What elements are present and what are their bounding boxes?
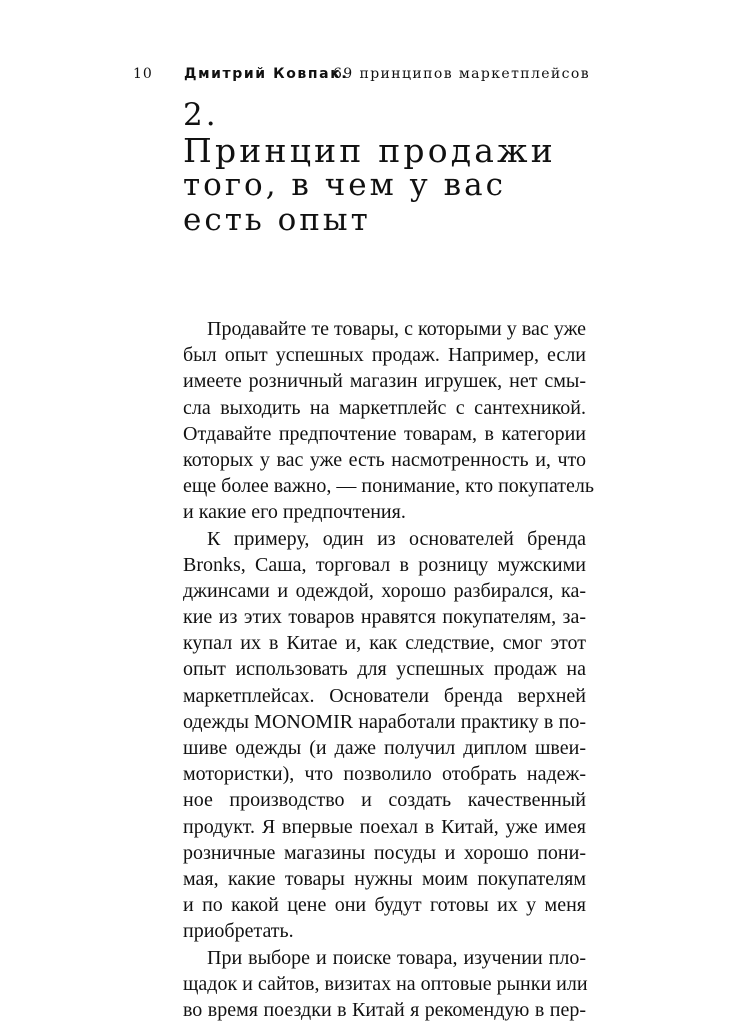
text-line: и какие его предпочтения. (183, 501, 406, 524)
chapter-title-line: Принцип продажи (183, 131, 556, 170)
chapter-title-line: есть опыт (183, 202, 371, 238)
text-line: приобретать. (183, 920, 294, 943)
chapter-number: 2. (183, 97, 219, 133)
text-line: Продавайте те товары, с которыми у вас уже (207, 318, 586, 340)
page-number: 10 (133, 66, 153, 82)
text-line: которых у вас уже есть насмотренность и, что (183, 448, 586, 471)
text-line: розничные магазины посуды и хорошо пони- (183, 841, 586, 864)
text-line: одежды MONOMIR наработали практику в по- (183, 710, 586, 733)
text-line: купал их в Китае и, как следствие, смог этот (183, 632, 586, 655)
text-line: шиве одежды (и даже получил диплом швеи- (183, 737, 586, 759)
text-line: и по какой цене они будут готовы их у меня (183, 894, 586, 917)
text-line: щадок и сайтов, визитах на оптовые рынки или (183, 972, 588, 995)
text-line: джинсами и одеждой, хорошо разбирался, ка- (183, 579, 586, 602)
text-line: мотористки), что позволило отобрать надеж- (183, 763, 586, 786)
text-line: опыт использовать для успешных продаж на (183, 658, 586, 681)
text-line: мая, какие товары нужны моим покупателям (183, 867, 586, 890)
text-line: был опыт успешных продаж. Например, если (183, 344, 586, 367)
text-line: Отдавайте предпочтение товарам, в категории (183, 422, 586, 445)
chapter-heading (183, 98, 583, 238)
running-header (133, 66, 603, 88)
text-line: во время поездки в Китай я рекомендую в пер- (183, 998, 586, 1021)
text-line: Bronks, Саша, торговал в розницу мужскими (183, 553, 586, 576)
text-line: еще более важно, — понимание, кто покупатель (183, 475, 595, 498)
header-author: Дмитрий Ковпак. (184, 66, 349, 82)
text-line: кие из этих товаров нравятся покупателям, за- (183, 606, 586, 629)
text-line: имеете розничный магазин игрушек, нет смы- (183, 370, 586, 393)
text-line: маркетплейсах. Основатели бренда верхней (183, 684, 586, 707)
body-text (183, 316, 595, 1023)
text-line: К примеру, один из основателей бренда (207, 527, 586, 550)
header-book-title: 69 принципов маркетплейсов (333, 66, 591, 82)
chapter-title-line: того, в чем у вас (183, 167, 506, 203)
text-line: При выборе и поиске товара, изучении пло- (207, 946, 586, 969)
text-line: сла выходить на маркетплейс с сантехникой. (183, 396, 586, 419)
text-line: продукт. Я впервые поехал в Китай, уже имея (183, 815, 586, 838)
text-line: ное производство и создать качественный (183, 789, 586, 812)
